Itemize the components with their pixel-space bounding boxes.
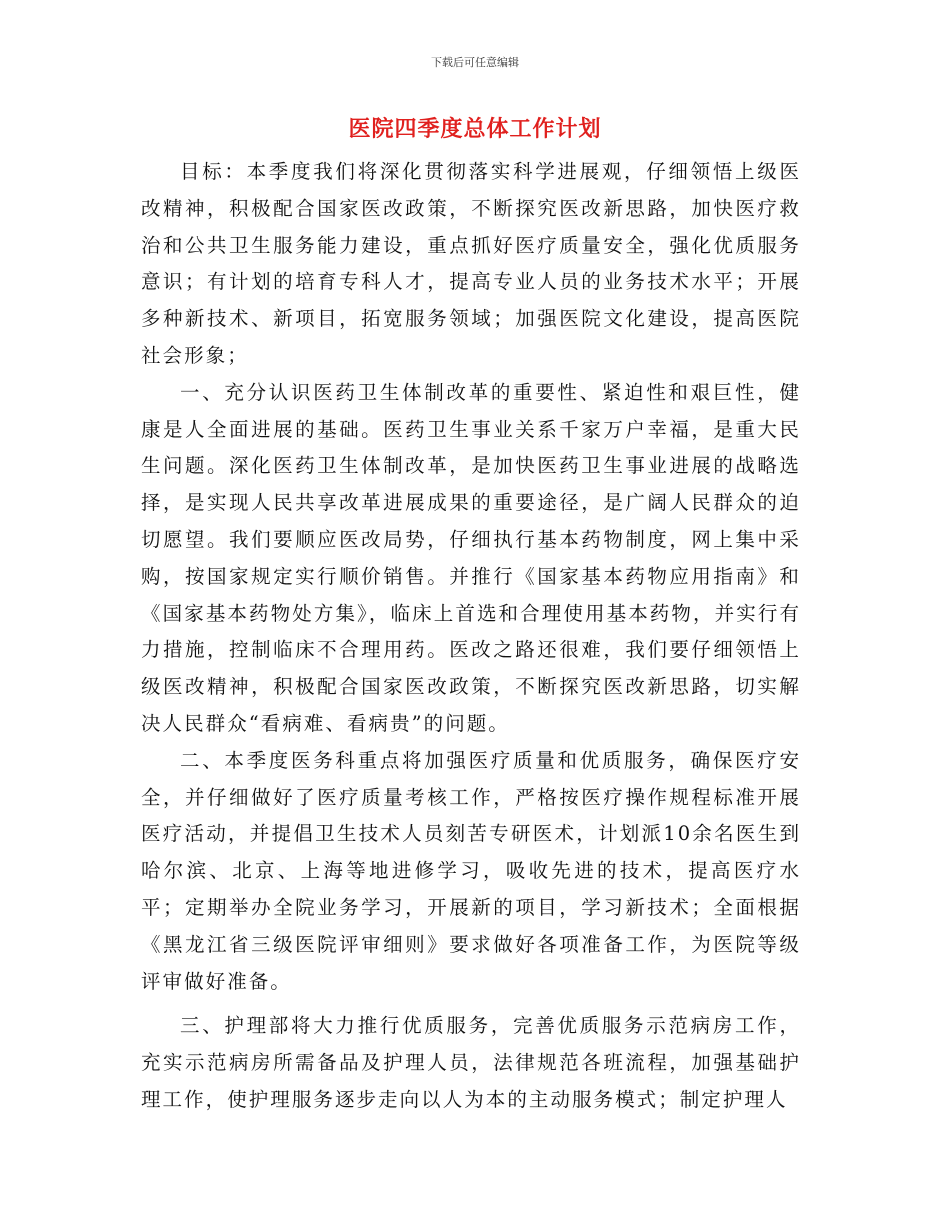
paragraph-section-1: 一、充分认识医药卫生体制改革的重要性、紧迫性和艰巨性，健康是人全面进展的基础。医药卫生事业关系千家万户幸福，是重大民生问题。深化医药卫生体制改革，是加快医药卫生事业进展的战略选择，是实现人民共享改革进展成果的重要途径，是广阔人民群众的迫切愿望。我们要顺应医改局势，仔细执行基本药物制度，网上集中采购，按国家规定实行顺价销售。并推行《国家基本药物应用指南》和《国家基本药物处方集》，临床上首选和合理使用基本药物，并实行有力措施，控制临床不合理用药。医改之路还很难，我们要仔细领悟上级医改精神，积极配合国家医改政策，不断探究医改新思路，切实解决人民群众“看病难、看病贵”的问题。 [141, 380, 801, 735]
paragraph-goal: 目标：本季度我们将深化贯彻落实科学进展观，仔细领悟上级医改精神，积极配合国家医改政策，不断探究医改新思路，加快医疗救治和公共卫生服务能力建设，重点抓好医疗质量安全，强化优质服务意识；有计划的培育专科人才，提高专业人员的业务技术水平；开展多种新技术、新项目，拓宽服务领域；加强医院文化建设，提高医院社会形象； [141, 160, 801, 367]
page-header-note: 下载后可任意编辑 [431, 56, 519, 69]
document-body [141, 154, 801, 1119]
paragraph-section-2: 二、本季度医务科重点将加强医疗质量和优质服务，确保医疗安全，并仔细做好了医疗质量考核工作，严格按医疗操作规程标准开展医疗活动，并提倡卫生技术人员刻苦专研医术，计划派10余名医生到哈尔滨、北京、上海等地进修学习，吸收先进的技术，提高医疗水平；定期举办全院业务学习，开展新的项目，学习新技术；全面根据《黑龙江省三级医院评审细则》要求做好各项准备工作，为医院等级评审做好准备。 [141, 748, 801, 993]
paragraph-section-3: 三、护理部将大力推行优质服务，完善优质服务示范病房工作，充实示范病房所需备品及护理人员，法律规范各班流程，加强基础护理工作，使护理服务逐步走向以人为本的主动服务模式；制定护理人 [141, 1014, 801, 1111]
document-title: 医院四季度总体工作计划 [348, 116, 602, 142]
